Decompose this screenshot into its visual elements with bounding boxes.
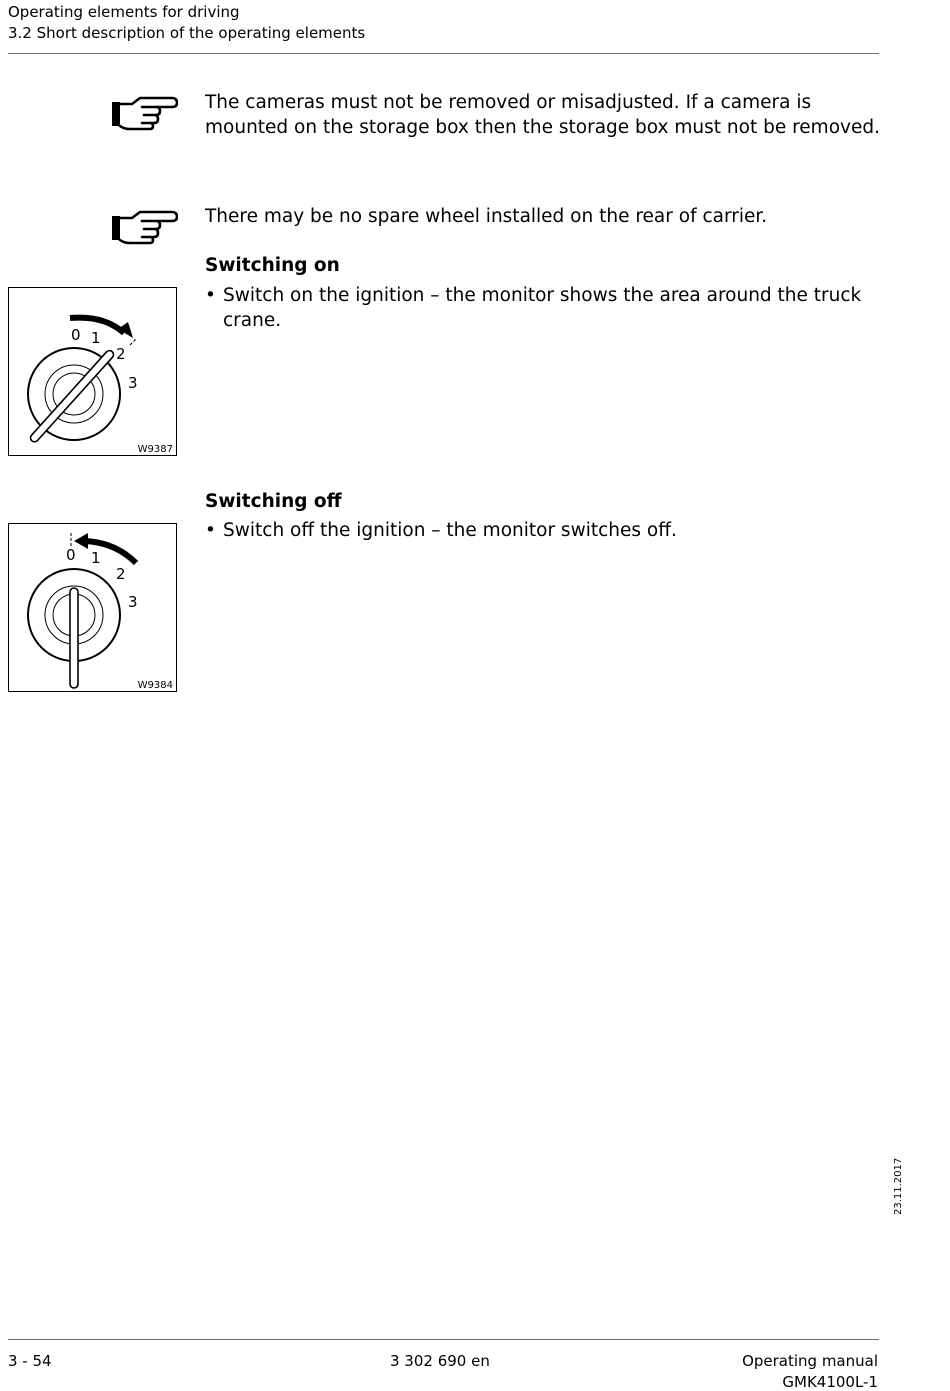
figure-code: W9387 (137, 444, 173, 455)
bullet-text: Switch off the ignition – the monitor switches off. (223, 520, 677, 541)
bullet-dot: • (205, 520, 216, 541)
figure-code: W9384 (137, 680, 173, 691)
bullet-switching-on (205, 284, 885, 333)
footer-rule (8, 1339, 879, 1340)
pointing-hand-icon (110, 210, 178, 246)
heading-switching-off: Switching off (205, 491, 342, 512)
section-title: 3.2 Short description of the operating elements (8, 24, 366, 42)
position-label: 1 (91, 549, 101, 567)
ignition-switch-on-figure (8, 287, 177, 456)
header-rule (8, 53, 879, 54)
pointing-hand-icon (110, 96, 178, 132)
document-date: 23.11.2017 (893, 1157, 904, 1215)
position-label: 2 (116, 565, 126, 583)
bullet-switching-off (205, 519, 885, 544)
footer-manual (742, 1352, 878, 1391)
position-label: 3 (128, 374, 138, 392)
position-label: 1 (91, 329, 101, 347)
document-number: 3 302 690 en (390, 1352, 490, 1370)
position-label: 0 (71, 326, 81, 344)
bullet-dot: • (205, 285, 216, 306)
bullet-text: Switch on the ignition – the monitor shows the area around the truck crane. (223, 285, 862, 331)
chapter-title: Operating elements for driving (8, 3, 240, 21)
manual-title: Operating manual (742, 1352, 878, 1370)
note-cameras: The cameras must not be removed or misadjusted. If a camera is mounted on the storage box then the storage box must not be removed. (205, 92, 880, 138)
crane-model: GMK4100L-1 (782, 1373, 878, 1391)
position-label: 3 (128, 593, 138, 611)
note-spare-wheel: There may be no spare wheel installed on the rear of carrier. (205, 206, 768, 227)
position-label: 0 (66, 546, 76, 564)
position-label: 2 (116, 345, 126, 363)
heading-switching-on: Switching on (205, 255, 340, 276)
page-number: 3 - 54 (8, 1352, 52, 1370)
ignition-switch-off-figure (8, 523, 177, 692)
